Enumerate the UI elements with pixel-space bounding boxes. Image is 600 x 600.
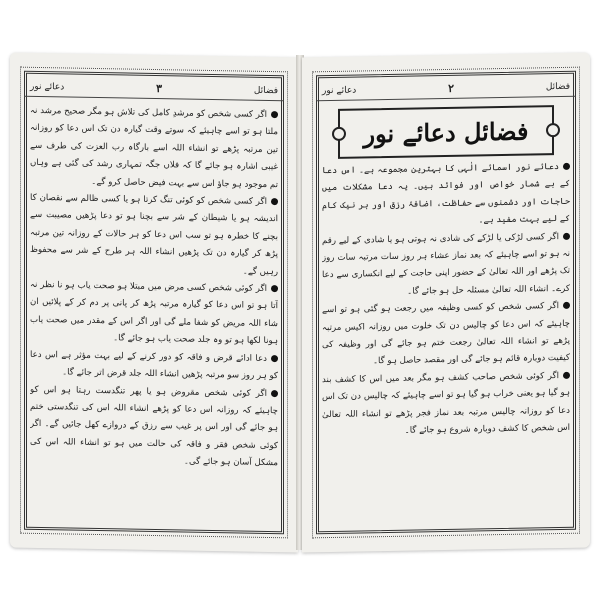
left-page <box>10 52 298 552</box>
paragraph: اگر کوئی شخص مقروض ہو یا پھر تنگدست رہتا ہو اس کو چاہیئے کہ روزانہ اس دعا کو پڑھے انشاء اللہ اس کی تنگدستی ختم ہو جائے گی اور اس پر غیب سے رزق کے دروازے کھل جائیں گے۔ اگر کوئی شخص فقر و فاقہ کی حالت میں ہو تو انشاء اللہ اس کی مشکل آسان ہو جائے گی۔ <box>30 384 278 469</box>
page-body <box>30 103 278 528</box>
bullet-icon <box>271 285 278 292</box>
paragraph: اگر کسی لڑکی یا لڑکے کی شادی نہ ہوتی ہو یا شادی کے لیے رقم نہ ہو تو اسے چاہیئے کہ بعد نماز عشاء ہر روز سات مرتبہ سات روز تک پڑھے اور اللہ تعالیٰ کے حضور اپنی حاجت کے لیے انکساری سے دعا کرے۔ انشاء اللہ تعالیٰ مسئلہ حل ہو جائے گا۔ <box>322 231 570 297</box>
page-number: ۲ <box>448 81 455 95</box>
paragraph: دعا ادائے قرض و فاقہ کو دور کرنے کے لیے بہت مؤثر ہے اس دعا کو ہر روز سو مرتبہ پڑھیں انشاء اللہ جلد قرض اتر جائے گا۔ <box>30 349 278 382</box>
bullet-icon <box>563 163 570 170</box>
bullet-icon <box>563 372 570 379</box>
page-body <box>322 159 570 528</box>
paragraph: اگر کسی شخص کو مرشدِ کامل کی تلاش ہو مگر صحیح مرشد نہ ملتا ہو تو اسے چاہیئے کہ سوتے وقت گیارہ دن تک اس دعا کو روزانہ تین مرتبہ پڑھے تو انشاء اللہ اسے بارگاہ رب العزت کی طرف سے غیبی اشارہ ہو جائے گا کہ فلاں جگہ تمہاری رشد کی گئی ہے وہاں تم موجود ہو جاؤ اس سے بہت فیض حاصل کرو گے۔ <box>30 105 278 190</box>
bullet-icon <box>563 232 570 239</box>
header-left: دعائے نور <box>322 85 357 96</box>
right-page <box>302 52 590 552</box>
page-number: ۳ <box>156 82 163 96</box>
paragraph: اگر کسی شخص کو کسی وظیفہ میں رجعت ہو گئی ہو تو اسے چاہیئے کہ اس دعا کو چالیس دن تک خلوت میں روزانہ اکیس مرتبہ پڑھے تو انشاء اللہ تعالیٰ رجعت ختم ہو جائے گی اور وظیفہ کی کیفیت دوبارہ قائم ہو جائے گی اور مقصد حاصل ہو گا۔ <box>322 301 570 367</box>
paragraph: اگر کوئی شخص صاحب کشف ہو مگر بعد میں اس کا کشف بند ہو گیا ہو یعنی خراب ہو گیا ہو تو اسے چاہیئے کہ چالیس دن تک اس دعا کو روزانہ چالیس مرتبہ بعد نماز فجر پڑھے تو انشاء اللہ تعالیٰ اس شخص کا کشف دوبارہ شروع ہو جائے گا۔ <box>322 370 570 436</box>
open-book <box>0 55 600 555</box>
bullet-icon <box>271 111 278 118</box>
bullet-icon <box>271 390 278 397</box>
header-right: فضائل <box>253 85 278 96</box>
paragraph: دعائے نور اسمائے الٰہی کا بہترین مجموعہ ہے۔ اس دعا کے بے شمار خواص اور فوائد ہیں۔ یہ دعا مشکلات میں حاجات اور دشمنوں سے حفاظت، اضافۂ رزق اور ہر نیک کام کے لیے بہت مفید ہے۔ <box>322 162 570 226</box>
bullet-icon <box>271 198 278 205</box>
header-left: دعائے نور <box>30 81 65 92</box>
paragraph: اگر کسی شخص کو کوئی تنگ کرتا ہو یا کسی ظالم سے نقصان کا اندیشہ ہو یا شیطان کے شر سے بچنا ہو تو دعا پڑھیں مصیبت سے بچنے کا خطرہ ہو تو سب اس دعا کو ہر حالات کے روزانہ تین مرتبہ پڑھ کر گیارہ دن تک پڑھیں انشاء اللہ ہر طرح کے شر سے محفوظ رہیں گے۔ <box>30 192 278 277</box>
chapter-title: فضائل دعائے نور <box>338 105 554 159</box>
bullet-icon <box>563 302 570 309</box>
header-right: فضائل <box>545 81 570 92</box>
paragraph: اگر کوئی شخص کسی مرض میں مبتلا ہو صحت یاب ہو نا نظر نہ آتا ہو تو اس دعا کو گیارہ مرتبہ پڑھ کر پانی پر دم کر کے پلائیں ان شاء اللہ مریض کو شفا ملے گی اور اگر اس کے مقدر میں صحت یاب ہونا لکھا ہو تو وہ جلد صحت یاب ہو جائے گا۔ <box>30 279 278 347</box>
bullet-icon <box>271 355 278 362</box>
